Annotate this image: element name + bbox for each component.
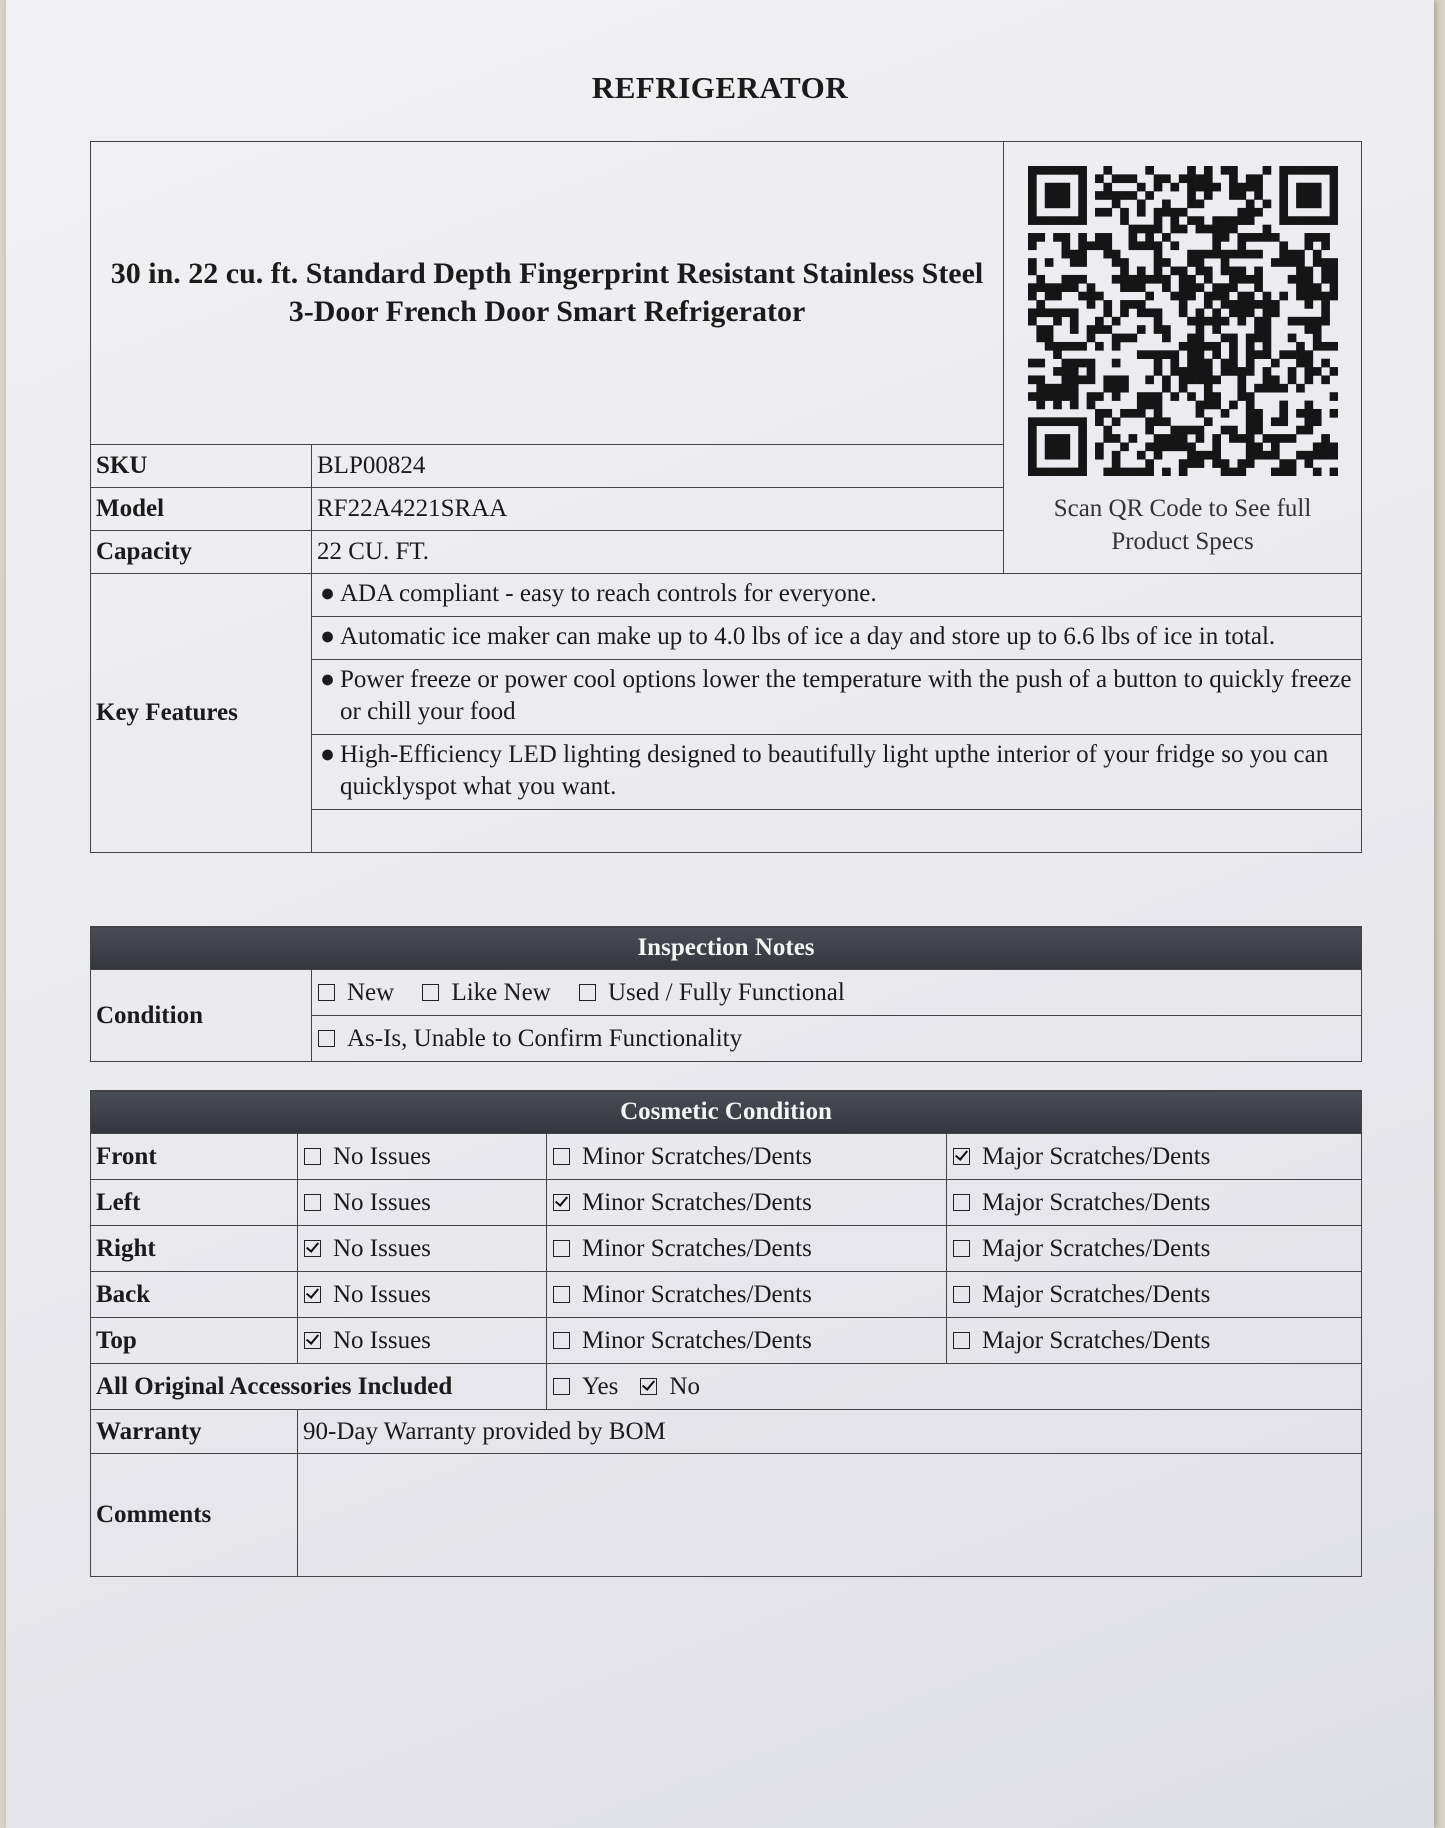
checkbox-box [553,1378,570,1395]
checkbox-box [304,1332,321,1349]
checkbox-label: New [347,978,395,1006]
cosmetic-option-checkbox[interactable] [547,1272,947,1318]
cosmetic-option-checkbox[interactable] [547,1226,947,1272]
cosmetic-option-checkbox[interactable] [298,1134,547,1180]
condition-label: Condition [91,970,312,1062]
checkbox-box [304,1286,321,1303]
checkbox-box [953,1286,970,1303]
feature-text: ADA compliant - easy to reach controls for everyone. [340,580,877,607]
capacity-label: Capacity [91,531,312,574]
qr-caption: Scan QR Code to See full Product Specs [1053,495,1312,555]
checkbox-label: No Issues [333,1142,431,1170]
checkbox-label: Minor Scratches/Dents [582,1326,812,1354]
comments-field[interactable] [298,1454,1362,1577]
cosmetic-option-checkbox[interactable] [547,1134,947,1180]
checkbox-label: Minor Scratches/Dents [582,1234,812,1262]
warranty-value: 90-Day Warranty provided by BOM [298,1410,1362,1454]
condition-options-row2 [312,1016,1362,1062]
product-name: 30 in. 22 cu. ft. Standard Depth Fingerprint Resistant Stainless Steel 3-Door French Door Smart Refrigerator [91,142,1004,445]
checkbox-label: Major Scratches/Dents [982,1234,1211,1262]
checkbox-box [953,1148,970,1165]
cosmetic-option-checkbox[interactable] [547,1318,947,1364]
sku-label: SKU [91,445,312,488]
checkbox-label: Minor Scratches/Dents [582,1280,812,1308]
cosmetic-side-label: Left [91,1180,298,1226]
checkbox-label: No Issues [333,1326,431,1354]
checkbox-box [553,1240,570,1257]
checkbox-label: No [669,1372,700,1400]
cosmetic-row [91,1134,1362,1180]
checkbox-label: Major Scratches/Dents [982,1280,1211,1308]
capacity-value: 22 CU. FT. [312,531,1004,574]
checkbox-box [953,1194,970,1211]
accessories-label: All Original Accessories Included [91,1364,547,1410]
accessories-options [547,1364,1362,1410]
checkbox-box [640,1378,657,1395]
feature-item: ● Power freeze or power cool options lower the temperature with the push of a button to quickly freeze or chill your food [312,660,1362,735]
cosmetic-row [91,1180,1362,1226]
checkbox-box [318,984,335,1001]
warranty-row [91,1410,1362,1454]
checkbox-label: Major Scratches/Dents [982,1142,1211,1170]
checkbox-label: As-Is, Unable to Confirm Functionality [347,1024,743,1052]
comments-label: Comments [91,1454,298,1577]
checkbox-label: Major Scratches/Dents [982,1188,1211,1216]
cosmetic-option-checkbox[interactable] [547,1180,947,1226]
sku-value: BLP00824 [312,445,1004,488]
checkbox-box [553,1286,570,1303]
model-value: RF22A4221SRAA [312,488,1004,531]
product-table [90,141,1362,853]
checkbox-box [579,984,596,1001]
checkbox-label: No Issues [333,1280,431,1308]
cosmetic-option-checkbox[interactable] [298,1226,547,1272]
checkbox-label: Like New [451,978,551,1006]
feature-item: ● High-Efficiency LED lighting designed to beautifully light upthe interior of your fridge so you can quicklyspot what you want. [312,735,1362,810]
warranty-label: Warranty [91,1410,298,1454]
checkbox-label: No Issues [333,1188,431,1216]
qr-panel [1004,142,1362,574]
cosmetic-option-checkbox[interactable] [298,1318,547,1364]
condition-like-new-checkbox[interactable] [422,979,550,1006]
cosmetic-side-label: Right [91,1226,298,1272]
cosmetic-title: Cosmetic Condition [91,1091,1362,1134]
inspection-title: Inspection Notes [91,927,1362,970]
feature-item: ● Automatic ice maker can make up to 4.0 lbs of ice a day and store up to 6.6 lbs of ice in total. [312,617,1362,660]
checkbox-label: Minor Scratches/Dents [582,1188,812,1216]
document-title: REFRIGERATOR [591,70,849,105]
cosmetic-side-label: Front [91,1134,298,1180]
condition-used-checkbox[interactable] [579,979,845,1006]
checkbox-box [422,984,439,1001]
feature-text: High-Efficiency LED lighting designed to beautifully light upthe interior of your fridge so you can quicklyspot what you want. [340,741,1329,800]
condition-as-is-checkbox[interactable] [318,1025,742,1052]
feature-empty-row [312,810,1362,853]
feature-text: Power freeze or power cool options lower the temperature with the push of a button to quickly freeze or chill your food [340,666,1352,725]
accessories-row [91,1364,1362,1410]
key-features-label: Key Features [91,574,312,853]
inspection-table [90,926,1362,1062]
cosmetic-option-checkbox[interactable] [298,1180,547,1226]
cosmetic-option-checkbox[interactable] [298,1272,547,1318]
cosmetic-option-checkbox[interactable] [947,1226,1362,1272]
checkbox-label: Yes [582,1372,619,1400]
checkbox-label: Major Scratches/Dents [982,1326,1211,1354]
checkbox-box [318,1030,335,1047]
cosmetic-option-checkbox[interactable] [947,1180,1362,1226]
checkbox-label: Minor Scratches/Dents [582,1142,812,1170]
cosmetic-side-label: Top [91,1318,298,1364]
checkbox-box [553,1148,570,1165]
feature-item: ● ADA compliant - easy to reach controls for everyone. [312,574,1362,617]
checkbox-label: No Issues [333,1234,431,1262]
cosmetic-side-label: Back [91,1272,298,1318]
checkbox-box [553,1194,570,1211]
cosmetic-option-checkbox[interactable] [947,1272,1362,1318]
condition-new-checkbox[interactable] [318,979,394,1006]
checkbox-box [953,1332,970,1349]
model-label: Model [91,488,312,531]
checkbox-box [553,1332,570,1349]
cosmetic-option-checkbox[interactable] [947,1318,1362,1364]
accessories-no-checkbox[interactable] [640,1373,700,1400]
paper-sheet [6,0,1434,1828]
qr-code [1028,166,1338,476]
cosmetic-option-checkbox[interactable] [947,1134,1362,1180]
feature-text: Automatic ice maker can make up to 4.0 lbs of ice a day and store up to 6.6 lbs of ice in total. [340,623,1276,650]
checkbox-box [304,1148,321,1165]
comments-row [91,1454,1362,1577]
cosmetic-table [90,1090,1362,1577]
accessories-yes-checkbox[interactable] [553,1373,618,1400]
cosmetic-row [91,1318,1362,1364]
condition-options-row1 [312,970,1362,1016]
cosmetic-row [91,1226,1362,1272]
checkbox-box [953,1240,970,1257]
checkbox-box [304,1194,321,1211]
checkbox-label: Used / Fully Functional [608,978,845,1006]
checkbox-box [304,1240,321,1257]
cosmetic-row [91,1272,1362,1318]
